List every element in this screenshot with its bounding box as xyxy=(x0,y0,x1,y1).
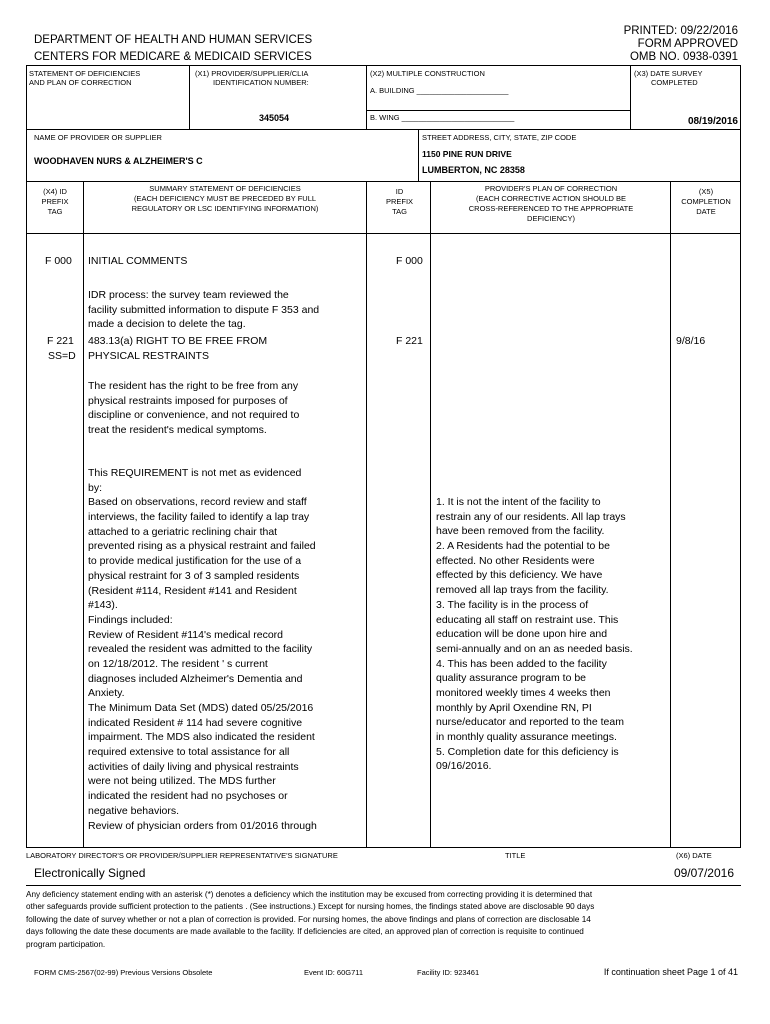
summary-header: SUMMARY STATEMENT OF DEFICIENCIES (EACH DEFICIENCY MUST BE PRECEDED BY FULL REGULATORY OR LSC IDENTIFYING INFORMATION) xyxy=(131,184,319,213)
border-left xyxy=(26,65,27,847)
title-label: TITLE xyxy=(505,851,526,860)
rule-colheader xyxy=(26,181,741,182)
tag-f221-right: F 221 xyxy=(396,335,423,347)
divider-col-4 xyxy=(670,181,671,847)
address-line-2: LUMBERTON, NC 28358 xyxy=(422,165,525,175)
provider-label: NAME OF PROVIDER OR SUPPLIER xyxy=(34,133,162,142)
tag-f000-left: F 000 xyxy=(45,255,72,267)
divider-address xyxy=(418,129,419,181)
plan-header: PROVIDER'S PLAN OF CORRECTION (EACH CORRECTIVE ACTION SHOULD BE CROSS-REFERENCED TO THE APPROPRIATE DEFICIENCY) xyxy=(468,184,634,223)
rights-paragraph: The resident has the right to be free from any physical restraints imposed for purposes of discipline or convenience, and not required to treat the resident's medical symptoms. xyxy=(88,380,300,437)
wing-label: B. WING ___________________________ xyxy=(370,113,515,122)
divider-x1 xyxy=(189,65,190,129)
address-label: STREET ADDRESS, CITY, STATE, ZIP CODE xyxy=(422,133,577,142)
divider-x3 xyxy=(630,65,631,129)
event-id: Event ID: 60G711 xyxy=(304,968,364,977)
divider-col-1 xyxy=(83,181,84,847)
page-counter: If continuation sheet Page 1 of 41 xyxy=(603,967,738,977)
building-label: A. BUILDING ______________________ xyxy=(370,86,509,95)
rule-body xyxy=(26,233,741,234)
rule-signature xyxy=(26,847,741,848)
printed-date: PRINTED: 09/22/2016 xyxy=(623,25,738,37)
tag-f221-left: F 221 xyxy=(47,335,74,347)
x1-label-2: IDENTIFICATION NUMBER: xyxy=(213,78,309,87)
initial-comments: INITIAL COMMENTS xyxy=(88,255,188,267)
divider-col-2 xyxy=(366,181,367,847)
scope-severity: SS=D xyxy=(48,350,76,362)
regulation-title: 483.13(a) RIGHT TO BE FREE FROM PHYSICAL RESTRAINTS xyxy=(88,335,268,362)
provider-name: WOODHAVEN NURS & ALZHEIMER'S C xyxy=(34,156,203,166)
rule-top xyxy=(26,65,741,66)
x4-header: (X4) ID PREFIX TAG xyxy=(41,187,69,216)
tag-f000-right: F 000 xyxy=(396,255,423,267)
signature-value: Electronically Signed xyxy=(34,866,146,880)
provider-id: 345054 xyxy=(259,113,290,123)
statement-label-2: AND PLAN OF CORRECTION xyxy=(29,78,132,87)
findings-paragraph: This REQUIREMENT is not met as evidenced by: Based on observations, record review and staff interviews, the facility failed to identify a lap tray attached to a geriatric reclining chair that prevented rising as a physical restraint and failed to provide medical justification for the use of a physical restraint for 3 of 3 sampled residents (Resident #114, Resident #141 and Resident #143). Findings included: Review of Resident #114's medical record revealed the resident was admitted to the facility on 12/18/2012. The resident ' s current diagnoses included Alzheimer's Dementia and Anxiety. The Minimum Data Set (MDS) dated 05/25/2016 indicated Resident # 114 had severe cognitive impairment. The MDS also indicated the resident required extensive to total assistance for all activities of daily living and physical restraints were not being utilized. The MDS further indicated the resident had no psychoses or negative behaviors. Review of physician orders from 01/2016 through xyxy=(88,467,317,832)
signature-date: 09/07/2016 xyxy=(673,866,734,880)
statement-label: STATEMENT OF DEFICIENCIES xyxy=(29,69,141,78)
omb-number: OMB NO. 0938-0391 xyxy=(629,51,738,63)
completion-date: 9/8/16 xyxy=(676,335,706,347)
x5-header: (X5) COMPLETION DATE xyxy=(681,187,731,216)
idr-paragraph: IDR process: the survey team reviewed the facility submitted information to dispute F 353 and made a decision to delete the tag. xyxy=(88,289,320,331)
border-right xyxy=(740,65,741,847)
plan-paragraph: 1. It is not the intent of the facility to restrain any of our residents. All lap trays have been removed from the facility. 2. A Residents had the potential to be effected. No other Residents were effected by this deficiency. We have removed all lap trays from the facility. 3. The facility is in the process of educating all staff on restraint use. This education will be done upon hire and semi-annually and on an as needed basis. 4. This has been added to the facility quality assurance program to be monitored weekly times 4 weeks then monthly by April Oxendine RN, PI nurse/educator and reported to the team in monthly quality assurance meetings. 5. Completion date for this deficiency is 09/16/2016. xyxy=(436,496,633,773)
rule-wing xyxy=(366,110,630,111)
form-approved: FORM APPROVED xyxy=(637,38,738,50)
survey-date: 08/19/2016 xyxy=(687,116,738,127)
signature-label: LABORATORY DIRECTOR'S OR PROVIDER/SUPPLIER REPRESENTATIVE'S SIGNATURE xyxy=(26,851,338,860)
form-number: FORM CMS-2567(02-99) Previous Versions Obsolete xyxy=(34,968,213,977)
rule-provider xyxy=(26,129,741,130)
id-header: ID PREFIX TAG xyxy=(385,187,414,216)
agency-title: CENTERS FOR MEDICARE & MEDICAID SERVICES xyxy=(34,51,312,63)
divider-col-3 xyxy=(430,181,431,847)
x6-date-label: (X6) DATE xyxy=(676,851,712,860)
x2-label: (X2) MULTIPLE CONSTRUCTION xyxy=(370,69,485,78)
department-title: DEPARTMENT OF HEALTH AND HUMAN SERVICES xyxy=(34,34,313,46)
x1-label: (X1) PROVIDER/SUPPLIER/CLIA xyxy=(195,69,309,78)
rule-signature-bottom xyxy=(26,885,741,886)
x3-label-2: COMPLETED xyxy=(651,78,698,87)
address-line-1: 1150 PINE RUN DRIVE xyxy=(422,149,512,159)
divider-x2 xyxy=(366,65,367,129)
x3-label: (X3) DATE SURVEY xyxy=(634,69,703,78)
disclaimer: Any deficiency statement ending with an asterisk (*) denotes a deficiency which the institution may be excused from correcting providing it is determined that other safeguards provide sufficient protection to the patients . (See instructions.) Except for nursing homes, the findings stated above are disclosable 90 days following the date of survey whether or not a plan of correction is provided. For nursing homes, the above findings and plans of correction are disclosable 14 days following the date these documents are made available to the facility. If deficiencies are cited, an approved plan of correction is requisite to continued program participation. xyxy=(26,890,595,949)
facility-id: Facility ID: 923461 xyxy=(417,968,480,977)
